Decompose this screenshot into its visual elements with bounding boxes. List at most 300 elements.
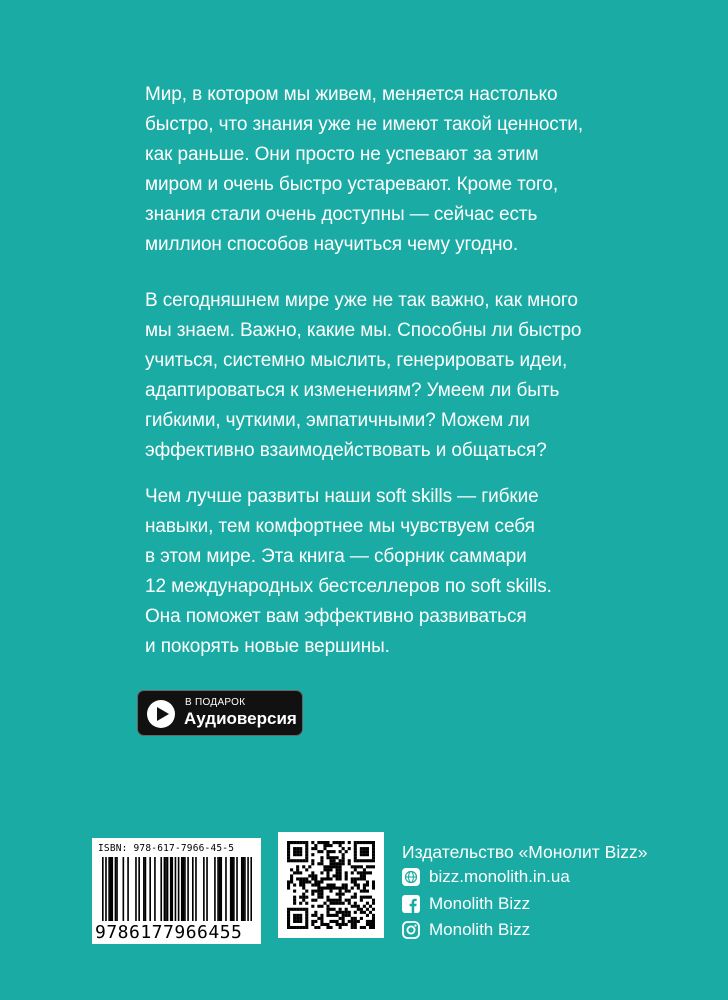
barcode-bar [115,857,117,921]
qr-module [293,847,296,850]
qr-module [299,847,302,850]
text-line: в этом мире. Эта книга — сборник саммари [145,546,527,567]
barcode-bar [243,857,245,921]
qr-module [293,841,296,844]
qr-module [333,856,336,859]
qr-module [363,871,366,874]
qr-module [348,902,351,905]
qr-module [314,880,317,883]
text-line: учиться, системно мыслить, генерировать идеи, [145,350,568,371]
qr-module [302,899,305,902]
qr-module [336,899,339,902]
qr-module [296,920,299,923]
qr-module [326,908,329,911]
qr-module [357,920,360,923]
qr-module [360,896,363,899]
qr-module [348,847,351,850]
qr-module [305,868,308,871]
qr-module [329,850,332,853]
audio-version-badge[interactable] [137,690,303,736]
qr-module [339,865,342,868]
qr-module [354,917,357,920]
text-line: мы знаем. Важно, какие мы. Способны ли быстро [145,320,582,341]
qr-module [299,926,302,929]
qr-module [311,877,314,880]
qr-module [366,871,369,874]
qr-module [366,853,369,856]
qr-module [336,841,339,844]
qr-module [305,859,308,862]
qr-module [320,887,323,890]
qr-module [320,850,323,853]
qr-module [342,893,345,896]
qr-module [317,887,320,890]
qr-module [329,865,332,868]
qr-module [363,911,366,914]
qr-module [302,865,305,868]
qr-module [305,877,308,880]
qr-module [314,926,317,929]
qr-module [329,862,332,865]
qr-module [357,859,360,862]
qr-module [345,887,348,890]
qr-module [360,841,363,844]
qr-module [366,883,369,886]
text-line: адаптироваться к изменениям? Умеем ли быть [145,380,560,401]
qr-module [302,896,305,899]
qr-module [293,890,296,893]
qr-module [293,896,296,899]
qr-module [333,920,336,923]
text-line: и покорять новые вершины. [145,636,390,657]
qr-module [342,914,345,917]
qr-module [317,890,320,893]
qr-module [354,926,357,929]
barcode-bar [127,857,129,921]
barcode-bar [135,857,137,921]
qr-module [369,896,372,899]
qr-module [354,883,357,886]
text-line: навыки, тем комфортнее мы чувствуем себя [145,516,535,537]
qr-module [360,871,363,874]
qr-module [339,899,342,902]
qr-module [299,920,302,923]
qr-module [357,841,360,844]
qr-module [287,914,290,917]
text-line: быстро, что знания уже не имеют такой ценности, [145,114,583,135]
qr-module [302,859,305,862]
qr-module [354,865,357,868]
qr-module [320,880,323,883]
qr-module [290,841,293,844]
qr-module [290,874,293,877]
qr-module [360,877,363,880]
qr-module [287,844,290,847]
qr-module [311,874,314,877]
qr-module [339,896,342,899]
qr-module [323,902,326,905]
qr-module [293,899,296,902]
qr-module [372,914,375,917]
qr-module [354,896,357,899]
qr-module [317,883,320,886]
barcode-bar [116,857,118,921]
facebook-link[interactable] [402,893,530,915]
qr-module [305,850,308,853]
barcode-bar [195,857,197,921]
qr-module [287,911,290,914]
qr-module [372,856,375,859]
qr-module [348,841,351,844]
qr-module [320,923,323,926]
facebook-icon [402,895,420,913]
qr-module [363,841,366,844]
qr-module [360,850,363,853]
qr-module [305,923,308,926]
qr-module [326,914,329,917]
qr-module [363,926,366,929]
qr-module [333,850,336,853]
qr-module [314,877,317,880]
qr-module [354,905,357,908]
qr-module [372,865,375,868]
qr-module [299,841,302,844]
qr-module [366,920,369,923]
qr-module [354,853,357,856]
qr-module [372,923,375,926]
isbn-label: ISBN: 978-617-7966-45-5 [98,843,235,854]
qr-module [360,859,363,862]
qr-module [354,841,357,844]
qr-module [333,865,336,868]
qr-module [329,899,332,902]
qr-module [333,874,336,877]
barcode-bar [181,857,183,921]
qr-module [314,890,317,893]
qr-module [351,880,354,883]
qr-module [299,917,302,920]
qr-module [323,847,326,850]
qr-module [293,908,296,911]
barcode-bar [165,857,167,921]
qr-module [287,908,290,911]
qr-module [369,926,372,929]
barcode-bar [244,857,246,921]
qr-module [351,887,354,890]
qr-module [287,926,290,929]
qr-module [320,890,323,893]
qr-module [339,926,342,929]
qr-module [296,847,299,850]
barcode-bar [143,857,145,921]
qr-module [366,850,369,853]
qr-module [299,902,302,905]
barcode-bar [123,857,125,921]
qr-module [311,920,314,923]
qr-module [326,899,329,902]
barcode-bar [236,857,238,921]
qr-module [320,914,323,917]
instagram-text: Monolith Bizz [429,920,531,939]
qr-module [287,917,290,920]
qr-module [366,923,369,926]
qr-module [287,841,290,844]
qr-module [329,902,332,905]
qr-module [357,871,360,874]
audio-badge-small-label: В ПОДАРОК [185,697,246,708]
qr-module [317,917,320,920]
qr-module [326,887,329,890]
globe-icon [402,868,420,886]
qr-module [329,856,332,859]
qr-module [326,896,329,899]
qr-module [339,917,342,920]
qr-module [287,853,290,856]
qr-module [287,920,290,923]
barcode-bar [138,857,140,921]
qr-module [290,859,293,862]
qr-module [372,899,375,902]
qr-module [317,850,320,853]
qr-module [320,877,323,880]
qr-module [287,883,290,886]
qr-module [308,874,311,877]
qr-module [299,880,302,883]
qr-module [296,917,299,920]
qr-module [314,883,317,886]
qr-module [305,856,308,859]
qr-module [333,914,336,917]
qr-module [290,880,293,883]
qr-module [336,920,339,923]
qr-module [302,908,305,911]
qr-module [299,853,302,856]
qr-module [369,923,372,926]
qr-module [317,862,320,865]
qr-module [314,911,317,914]
website-link[interactable] [402,866,570,888]
qr-module [339,890,342,893]
qr-module [329,890,332,893]
isbn-barcode [92,838,261,944]
qr-module [329,844,332,847]
paragraph-2 [145,286,615,466]
qr-module [326,874,329,877]
qr-module [342,856,345,859]
qr-module [305,917,308,920]
qr-module [348,890,351,893]
qr-module [357,883,360,886]
qr-module [354,844,357,847]
qr-module [287,923,290,926]
text-line: Мир, в котором мы живем, меняется настолько [145,84,558,105]
qr-module [345,908,348,911]
qr-module [305,908,308,911]
qr-module [345,914,348,917]
qr-module [345,911,348,914]
qr-module [296,926,299,929]
qr-module [351,871,354,874]
barcode-bar [203,857,205,921]
qr-module [290,868,293,871]
qr-module [317,893,320,896]
qr-module [336,865,339,868]
qr-module [326,877,329,880]
qr-module [354,893,357,896]
qr-module [351,865,354,868]
qr-module [296,865,299,868]
qr-module [354,868,357,871]
text-line: миром и очень быстро устаревают. Кроме того, [145,174,559,195]
qr-module [320,856,323,859]
qr-module [290,908,293,911]
qr-module [293,859,296,862]
qr-module [357,865,360,868]
barcode-bar [102,857,104,921]
qr-module [323,887,326,890]
qr-module [354,880,357,883]
qr-module [305,844,308,847]
qr-module [302,880,305,883]
instagram-icon [402,921,420,939]
qr-module [311,905,314,908]
qr-module [339,868,342,871]
qr-module [320,862,323,865]
qr-module [360,899,363,902]
qr-module [305,853,308,856]
qr-module [336,868,339,871]
qr-module [363,905,366,908]
text-line: эффективно взаимодействовать и общаться? [145,440,547,461]
qr-module [317,841,320,844]
qr-module [317,926,320,929]
qr-module [336,862,339,865]
barcode-bar [192,857,194,921]
qr-module [345,850,348,853]
qr-module [326,856,329,859]
qr-module [336,874,339,877]
qr-module [333,841,336,844]
qr-module [345,923,348,926]
qr-module [372,887,375,890]
qr-module [293,920,296,923]
qr-module [372,917,375,920]
qr-module [363,850,366,853]
qr-module [287,887,290,890]
qr-module [357,908,360,911]
qr-module [302,926,305,929]
qr-module [366,865,369,868]
qr-module [323,923,326,926]
barcode-bar [225,857,227,921]
qr-module [320,905,323,908]
website-text: bizz.monolith.in.ua [429,867,570,886]
qr-module [326,871,329,874]
qr-module [372,859,375,862]
qr-module [366,841,369,844]
qr-module [293,914,296,917]
qr-module [305,926,308,929]
qr-module [305,890,308,893]
qr-module [363,896,366,899]
qr-module [326,905,329,908]
qr-code[interactable] [278,832,384,938]
qr-module [329,908,332,911]
qr-module [372,880,375,883]
qr-module [305,902,308,905]
barcode-bar [241,857,243,921]
qr-module [317,896,320,899]
qr-module [293,902,296,905]
qr-module [345,874,348,877]
qr-module [363,847,366,850]
qr-module [363,890,366,893]
barcode-bar [154,857,156,921]
instagram-link[interactable] [402,919,530,941]
qr-module [369,865,372,868]
qr-module [348,914,351,917]
qr-module [311,862,314,865]
qr-module [333,859,336,862]
qr-module [348,859,351,862]
qr-module [296,868,299,871]
qr-module [357,887,360,890]
qr-module [317,905,320,908]
qr-module [302,841,305,844]
qr-module [342,847,345,850]
qr-module [372,844,375,847]
qr-module [293,917,296,920]
qr-module [354,923,357,926]
qr-module [336,902,339,905]
qr-module [326,868,329,871]
qr-module [363,859,366,862]
qr-module [351,917,354,920]
qr-module [342,920,345,923]
qr-module [317,880,320,883]
qr-module [339,850,342,853]
text-line: знания стали очень доступны — сейчас есть [145,204,538,225]
qr-module [348,862,351,865]
facebook-text: Monolith Bizz [429,894,531,913]
qr-module [363,874,366,877]
barcode-bar [184,857,186,921]
qr-module [320,841,323,844]
qr-module [311,923,314,926]
qr-module [360,917,363,920]
paragraph-3 [145,482,615,662]
qr-module [366,859,369,862]
qr-module [339,923,342,926]
text-line: Она поможет вам эффективно развиваться [145,606,527,627]
qr-module [360,890,363,893]
qr-module [293,883,296,886]
qr-module [326,883,329,886]
qr-module [354,911,357,914]
text-line: В сегодняшнем мире уже не так важно, как много [145,290,578,311]
qr-module [366,880,369,883]
qr-module [311,871,314,874]
qr-module [339,844,342,847]
qr-module [296,877,299,880]
barcode-bar [105,857,107,921]
qr-module [351,923,354,926]
qr-module [342,887,345,890]
qr-module [354,847,357,850]
qr-module [320,871,323,874]
qr-module [329,859,332,862]
qr-module [314,914,317,917]
